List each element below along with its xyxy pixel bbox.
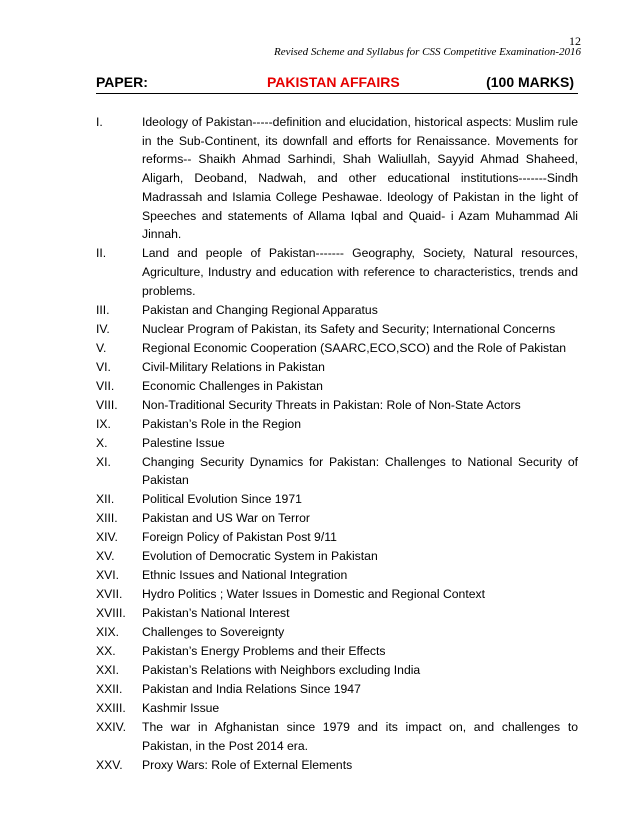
topic-number: I. [96, 115, 103, 129]
topic-number: XXV. [96, 758, 123, 773]
topic-text: Ideology of Pakistan-----definition and elucidation, historical aspects: Muslim rule in the Sub-Continent, its downfall and efforts for Renaissance. Movements for reforms-- Shaikh Ahmad Sarhindi, Shah Waliullah, Sayyid Ahmad Shaheed, Aligarh, Deoband, Nadwah, and other educational institutions-------Sindh Madrassah and Islamia College Peshawae. Ideology of Pakistan in the light of Speeches and statements of Allama Iqbal and Quaid- i Azam Muhammad Ali Jinnah. [142, 115, 578, 242]
paper-heading [96, 74, 578, 94]
topic-number: XIX. [96, 625, 120, 640]
topic-number: XI. [96, 454, 111, 469]
topic-text: Changing Security Dynamics for Pakistan: Challenges to National Security of Pakistan [142, 454, 578, 488]
syllabus-topic [96, 661, 578, 680]
syllabus-topic [96, 490, 578, 509]
syllabus-topic [96, 585, 578, 604]
topic-number: VII. [96, 378, 115, 393]
paper-subject: PAKISTAN AFFAIRS [267, 74, 400, 90]
topic-text: Nuclear Program of Pakistan, its Safety and Security; International Concerns [142, 321, 556, 336]
topic-text: Land and people of Pakistan------- Geography, Society, Natural resources, Agriculture, Industry and education with reference to characteristics, trends and problems. [142, 246, 578, 298]
syllabus-topic [96, 113, 578, 244]
topic-text: Pakistan and US War on Terror [142, 511, 310, 526]
syllabus-topic [96, 718, 578, 755]
topic-text: Evolution of Democratic System in Pakistan [142, 549, 378, 564]
syllabus-topic [96, 547, 578, 566]
syllabus-topic [96, 623, 578, 642]
syllabus-topic [96, 301, 578, 320]
topic-text: Pakistan’s Role in the Region [142, 416, 301, 431]
topic-text: Pakistan’s Relations with Neighbors excluding India [142, 663, 421, 678]
topic-text: Proxy Wars: Role of External Elements [142, 758, 353, 773]
topic-text: Pakistan and Changing Regional Apparatus [142, 302, 378, 317]
syllabus-topic [96, 509, 578, 528]
syllabus-topic-list [96, 113, 578, 775]
topic-number: V. [96, 340, 107, 355]
topic-number: II. [96, 246, 107, 261]
topic-number: XXIV. [96, 720, 127, 735]
paper-marks: (100 MARKS) [486, 74, 574, 90]
topic-text: Civil-Military Relations in Pakistan [142, 359, 325, 374]
topic-text: Economic Challenges in Pakistan [142, 378, 323, 393]
topic-text: Pakistan and India Relations Since 1947 [142, 682, 361, 697]
syllabus-topic [96, 680, 578, 699]
topic-number: III. [96, 302, 110, 317]
topic-text: Political Evolution Since 1971 [142, 492, 302, 507]
topic-number: XII. [96, 492, 115, 507]
topic-number: XVI. [96, 568, 120, 583]
syllabus-topic [96, 756, 578, 775]
syllabus-topic [96, 358, 578, 377]
running-title: Revised Scheme and Syllabus for CSS Competitive Examination-2016 [273, 46, 581, 58]
topic-text: The war in Afghanistan since 1979 and its impact on, and challenges to Pakistan, in the Post 2014 era. [142, 720, 578, 754]
topic-number: XV. [96, 549, 115, 564]
topic-number: XXI. [96, 663, 120, 678]
topic-number: VI. [96, 359, 111, 374]
topic-text: Regional Economic Cooperation (SAARC,ECO,SCO) and the Role of Pakistan [142, 340, 567, 355]
topic-number: XIV. [96, 530, 118, 545]
topic-number: IX. [96, 416, 111, 431]
topic-number: XVIII. [96, 606, 126, 621]
syllabus-topic [96, 320, 578, 339]
topic-text: Pakistan’s Energy Problems and their Effects [142, 644, 386, 659]
syllabus-topic [96, 566, 578, 585]
syllabus-topic [96, 377, 578, 396]
syllabus-topic [96, 396, 578, 415]
topic-text: Palestine Issue [142, 435, 225, 450]
topic-number: XXII. [96, 682, 123, 697]
topic-number: XIII. [96, 511, 118, 526]
topic-text: Pakistan’s National Interest [142, 606, 290, 621]
topic-number: XVII. [96, 587, 123, 602]
syllabus-topic [96, 244, 578, 300]
topic-text: Kashmir Issue [142, 701, 220, 716]
topic-number: VIII. [96, 397, 118, 412]
topic-text: Foreign Policy of Pakistan Post 9/11 [142, 530, 337, 545]
page-number: 12 [569, 34, 581, 48]
syllabus-topic [96, 434, 578, 453]
topic-number: XX. [96, 644, 116, 659]
syllabus-topic [96, 642, 578, 661]
syllabus-topic [96, 528, 578, 547]
paper-label: PAPER: [96, 74, 148, 90]
syllabus-topic [96, 699, 578, 718]
syllabus-topic [96, 415, 578, 434]
topic-number: IV. [96, 321, 110, 336]
topic-text: Challenges to Sovereignty [142, 625, 285, 640]
syllabus-topic [96, 339, 578, 358]
topic-text: Non-Traditional Security Threats in Pakistan: Role of Non-State Actors [142, 397, 521, 412]
syllabus-topic [96, 604, 578, 623]
topic-number: X. [96, 435, 108, 450]
syllabus-topic [96, 453, 578, 490]
topic-text: Ethnic Issues and National Integration [142, 568, 348, 583]
topic-number: XXIII. [96, 701, 126, 716]
topic-text: Hydro Politics ; Water Issues in Domestic and Regional Context [142, 587, 485, 602]
